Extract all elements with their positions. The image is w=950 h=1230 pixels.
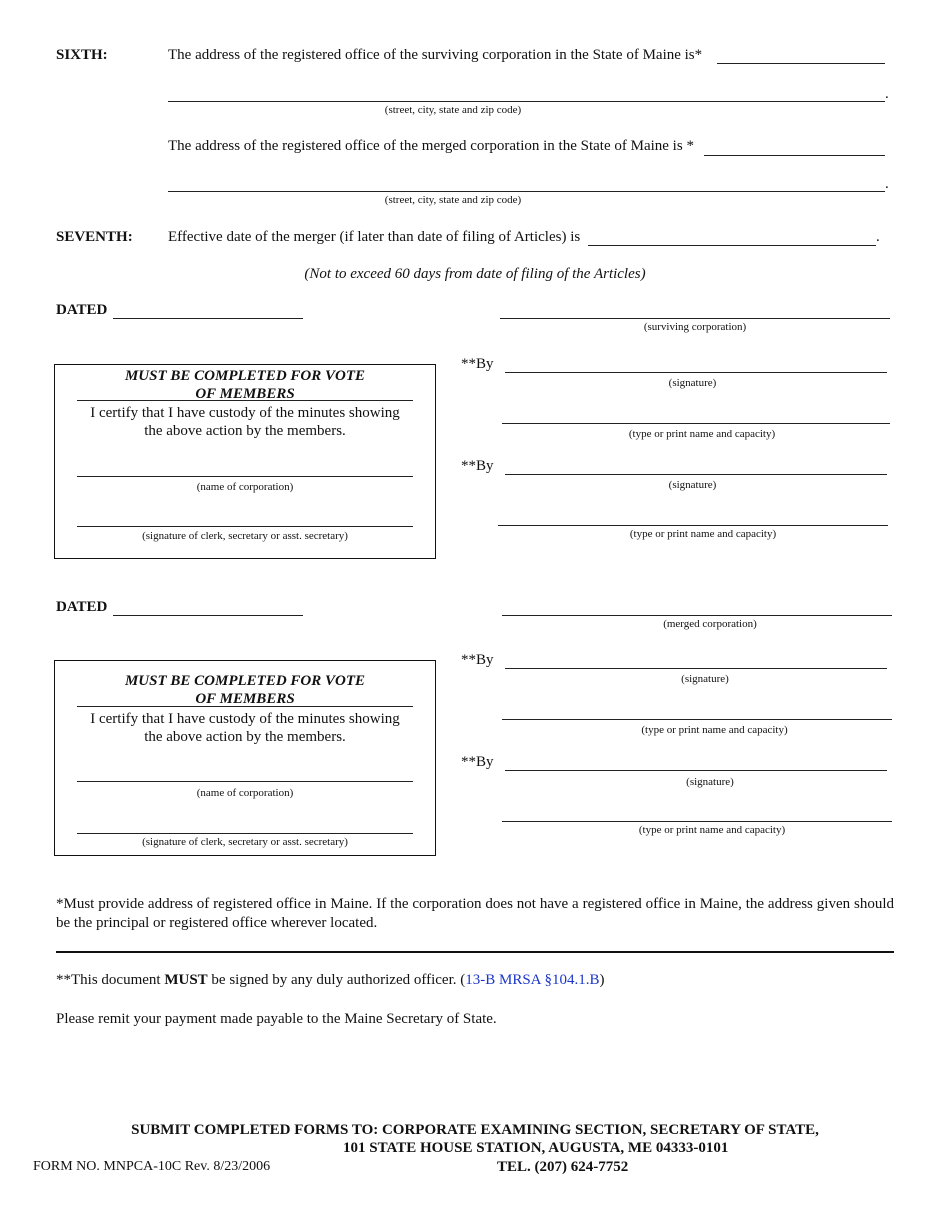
name-capacity-field[interactable] (502, 423, 890, 424)
signing-footnote-middle: be signed by any duly authorized officer. ( (207, 972, 466, 988)
effective-date-text: Effective date of the merger (if later than date of filing of Articles) is (168, 229, 581, 245)
title-underline (77, 400, 413, 401)
merged-corporation-caption: (merged corporation) (663, 618, 757, 630)
certify-text: I certify that I have custody of the minutes showing (90, 405, 400, 421)
telephone: TEL. (207) 624-7752 (497, 1159, 629, 1175)
name-capacity-field[interactable] (498, 525, 888, 526)
period: . (885, 176, 889, 192)
merged-office-address-field[interactable] (168, 191, 885, 192)
vote-box-title: OF MEMBERS (195, 386, 295, 402)
period: . (876, 229, 880, 245)
surviving-office-field-start[interactable] (717, 63, 885, 64)
vote-box-title: MUST BE COMPLETED FOR VOTE (124, 368, 366, 384)
sixth-label: SIXTH: (56, 47, 108, 63)
certify-text: the above action by the members. (144, 423, 346, 439)
surviving-corporation-field[interactable] (500, 318, 890, 319)
signing-footnote-suffix: ) (599, 972, 605, 988)
signing-footnote-emphasis: MUST (164, 972, 208, 988)
signature-field[interactable] (505, 372, 887, 373)
vote-box-title: OF MEMBERS (195, 691, 295, 707)
by-label: **By (461, 356, 494, 372)
signing-footnote (56, 972, 604, 989)
name-capacity-caption: (type or print name and capacity) (629, 528, 777, 540)
by-label: **By (461, 652, 494, 668)
signature-field[interactable] (505, 474, 887, 475)
address-caption: (street, city, state and zip code) (384, 194, 522, 206)
vote-of-members-box (54, 660, 436, 856)
address-caption: (street, city, state and zip code) (384, 104, 522, 116)
signature-field[interactable] (505, 668, 887, 669)
effective-date-note: (Not to exceed 60 days from date of filing of the Articles) (304, 266, 646, 282)
signing-footnote-prefix: **This document (56, 972, 165, 988)
clerk-signature-caption: (signature of clerk, secretary or asst. secretary) (142, 836, 348, 848)
merged-office-field-start[interactable] (704, 155, 885, 156)
certify-text: I certify that I have custody of the minutes showing (90, 711, 400, 727)
surviving-office-address-field[interactable] (168, 101, 885, 102)
submit-address-line1: SUBMIT COMPLETED FORMS TO: CORPORATE EXAMINING SECTION, SECRETARY OF STATE, (131, 1122, 819, 1138)
signature-caption: (signature) (681, 673, 729, 685)
period: . (885, 86, 889, 102)
divider (56, 951, 894, 953)
statute-link[interactable]: 13-B MRSA §104.1.B (465, 972, 600, 988)
form-number: FORM NO. MNPCA-10C Rev. 8/23/2006 (33, 1159, 271, 1174)
name-capacity-field[interactable] (502, 821, 892, 822)
surviving-corporation-caption: (surviving corporation) (643, 321, 747, 333)
dated-field[interactable] (113, 318, 303, 319)
vote-box-title: MUST BE COMPLETED FOR VOTE (124, 673, 366, 689)
certify-text: the above action by the members. (144, 729, 346, 745)
vote-of-members-box (54, 364, 436, 559)
name-of-corporation-caption: (name of corporation) (196, 787, 294, 799)
corporation-name-field[interactable] (77, 781, 413, 782)
signature-caption: (signature) (668, 377, 717, 389)
clerk-signature-field[interactable] (77, 526, 413, 527)
signature-caption: (signature) (686, 776, 734, 788)
merged-office-text: The address of the registered office of the merged corporation in the State of Maine is * (168, 138, 694, 154)
by-label: **By (461, 458, 494, 474)
signature-field[interactable] (505, 770, 887, 771)
name-capacity-caption: (type or print name and capacity) (638, 824, 786, 836)
name-capacity-caption: (type or print name and capacity) (628, 428, 776, 440)
dated-label: DATED (56, 302, 108, 318)
title-underline (77, 706, 413, 707)
clerk-signature-caption: (signature of clerk, secretary or asst. secretary) (142, 530, 348, 542)
dated-label: DATED (56, 599, 108, 615)
merged-corporation-field[interactable] (502, 615, 892, 616)
clerk-signature-field[interactable] (77, 833, 413, 834)
payment-note: Please remit your payment made payable to the Maine Secretary of State. (56, 1011, 497, 1027)
name-capacity-field[interactable] (502, 719, 892, 720)
seventh-label: SEVENTH: (56, 229, 133, 245)
dated-field[interactable] (113, 615, 303, 616)
corporation-name-field[interactable] (77, 476, 413, 477)
name-of-corporation-caption: (name of corporation) (196, 481, 294, 493)
submit-address-line2: 101 STATE HOUSE STATION, AUGUSTA, ME 04333-0101 (343, 1140, 729, 1156)
effective-date-field[interactable] (588, 245, 876, 246)
surviving-office-text: The address of the registered office of the surviving corporation in the State of Maine is* (168, 47, 703, 63)
registered-office-footnote: *Must provide address of registered office in Maine. If the corporation does not have a registered office in Maine, the address given should be the principal or registered office wherever located. (56, 896, 894, 931)
signature-caption: (signature) (668, 479, 717, 491)
by-label: **By (461, 754, 494, 770)
name-capacity-caption: (type or print name and capacity) (641, 724, 788, 736)
